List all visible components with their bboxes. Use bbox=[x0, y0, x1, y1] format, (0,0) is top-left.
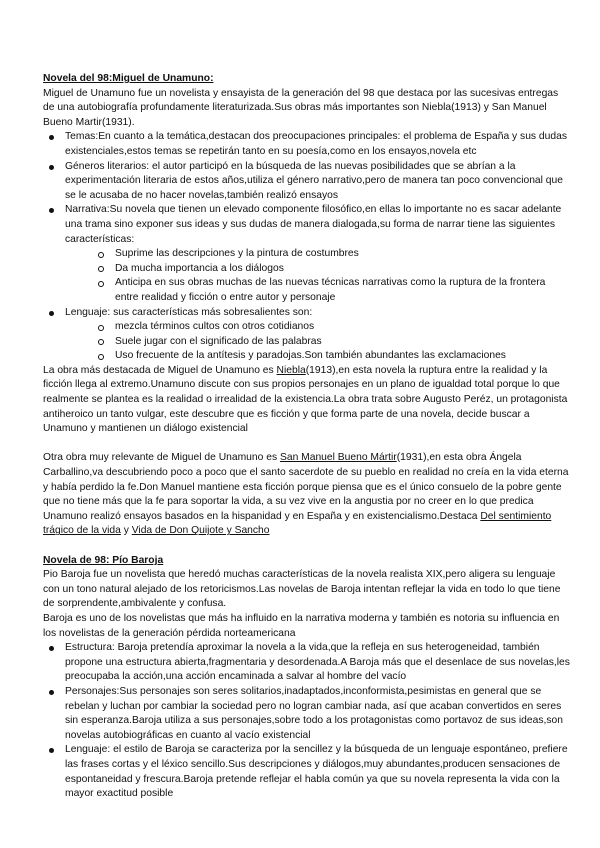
section-heading-baroja: Novela de 98: Pío Baroja bbox=[43, 554, 164, 566]
essays-paragraph bbox=[43, 510, 570, 539]
essays-text-pre: Unamuno realizó ensayos basados en la hispanidad y en España y en existencialismo.Destaca bbox=[43, 510, 481, 522]
baroja-intro-2: Baroja es uno de los novelistas que más ha influido en la narrativa moderna y también es notoria su influencia en los novelistas de la generación pérdida norteamericana bbox=[43, 612, 560, 639]
lenguaje-sublist bbox=[65, 320, 570, 364]
bullet-text-narrativa: Narrativa:Su novela que tienen un elevado componente filosófico,en ellas lo importante no es sacar adelante una trama sino exponer sus ideas y sus dudas de manera dialogada,su forma de narrar tiene las siguientes características: bbox=[65, 204, 562, 245]
essay-title-quijote: Vida de Don Quijote y Sancho bbox=[131, 525, 270, 537]
list-item: Estructura: Baroja pretendía aproximar la novela a la vida,que la refleja en sus heterogeneidad, también propone una estructura abierta,fragmentaria y desordenada.A Baroja más que el desenlace de sus novelas,les preocupaba la acción,una acción encaminada a salvar al hombre del vacío bbox=[43, 641, 570, 685]
list-item bbox=[43, 160, 570, 204]
list-item: Suprime las descripciones y la pintura de costumbres bbox=[65, 247, 570, 262]
niebla-text-post: (1913),en esta novela la ruptura entre la realidad y la ficción llega al extremo.Unamuno discute con sus propios personajes en un plano de igualdad total porque lo que realmente se plantea es la realidad o irrealidad de la existencia.La obra trata sobre Augusto Peréz, un protagonista antiheroico un tanto vulgar, este descubre que es ficción y que forma parte de una novela, decide buscar a Unamuno y mantienen un diálogo existencial bbox=[43, 364, 568, 435]
bullet-text-temas: Temas:En cuanto a la temática,destacan dos preocupaciones principales: el problema de España y sus dudas existenciales,estos temas se repetirán tanto en su poesía,como en los ensayos,novela etc bbox=[65, 131, 567, 157]
narrativa-sublist bbox=[65, 247, 570, 305]
bullet-text-lenguaje: Lenguaje: sus características más sobresalientes son: bbox=[65, 306, 313, 318]
list-item bbox=[43, 130, 570, 159]
list-item: Da mucha importancia a los diálogos bbox=[65, 262, 570, 277]
niebla-paragraph bbox=[43, 364, 570, 437]
san-manuel-title: San Manuel Bueno Mártir bbox=[279, 452, 397, 464]
list-item: Anticipa en sus obras muchas de las nuevas técnicas narrativas como la ruptura de la frontera entre realidad y ficción o entre autor y personaje bbox=[65, 276, 570, 305]
list-item bbox=[43, 203, 570, 305]
essay-title-sentimiento: Del sentimiento trágico de la vida bbox=[43, 510, 552, 537]
san-manuel-text-post: (1931),en esta obra Ángela Carballino,va descubriendo poco a poco que el santo sacerdote de su pueblo en realidad no creía en la vida eterna y había perdido la fe.Don Manuel mantiene esta ficción porque piensa que es el único consuelo de la pobre gente que no tiene más que la fe para soportar la vida, a su vez vive en la angustia por no creer en lo que predica bbox=[43, 452, 569, 508]
baroja-bullet-list bbox=[43, 641, 570, 802]
list-item: Personajes:Sus personajes son seres solitarios,inadaptados,inconformista,pesimistas en general que se rebelan y luchan por cambiar la sociedad pero no logran cambiar nada, así que acaban convertidos en seres sin esperanza.Baroja utiliza a sus personajes,sobre todo a los protagonistas como portavoz de sus ideas,son novelas autobiográficas en cuanto al vacío existencial bbox=[43, 685, 570, 743]
baroja-intro-1: Pio Baroja fue un novelista que heredó muchas características de la novela realista XIX,pero aligera su lenguaje con un tono natural alejado de los retoricismos.Las novelas de Baroja intentan reflejar la vida en todo lo que tiene de sorprendente,ambivalente y confusa. bbox=[43, 569, 561, 610]
spacer bbox=[43, 539, 570, 554]
essays-text-mid: y bbox=[120, 525, 132, 537]
list-item: mezcla términos cultos con otros cotidianos bbox=[65, 320, 570, 335]
san-manuel-text-pre: Otra obra muy relevante de Miguel de Unamuno es bbox=[43, 452, 280, 464]
list-item: Lenguaje: el estilo de Baroja se caracteriza por la sencillez y la búsqueda de un lenguaje espontáneo, prefiere las frases cortas y el léxico sencillo.Sus descripciones y diálogos,muy abundantes,producen sensaciones de espontaneidad y frescura.Baroja pretende reflejar el habla común ya que su novela representa la vida con la mayor exactitud posible bbox=[43, 743, 570, 801]
unamuno-bullet-list bbox=[43, 130, 570, 364]
san-manuel-paragraph bbox=[43, 451, 570, 509]
unamuno-intro: Miguel de Unamuno fue un novelista y ensayista de la generación del 98 que destaca por las sucesivas entregas de una autobiografía profundamente literaturizada.Sus obras más importantes son Niebla(1913) y San Manuel Bueno Martir(1931). bbox=[43, 87, 559, 128]
section-heading-unamuno: Novela del 98:Miguel de Unamuno: bbox=[43, 73, 214, 84]
spacer bbox=[43, 437, 570, 452]
list-item: Uso frecuente de la antítesis y paradojas.Son también abundantes las exclamaciones bbox=[65, 349, 570, 364]
list-item: Suele jugar con el significado de las palabras bbox=[65, 335, 570, 350]
list-item bbox=[43, 306, 570, 364]
bullet-text-generos: Géneros literarios: el autor participó en la búsqueda de las nuevas posibilidades que se abrían a la experimentación literaria de estos años,utiliza el género narrativo,pero de manera tan poco convencional que se le acusaba de no hacer novelas,también realizó ensayos bbox=[65, 160, 563, 201]
niebla-text-pre: La obra más destacada de Miguel de Unamuno es bbox=[43, 364, 277, 376]
niebla-title-link: Niebla bbox=[276, 364, 306, 376]
